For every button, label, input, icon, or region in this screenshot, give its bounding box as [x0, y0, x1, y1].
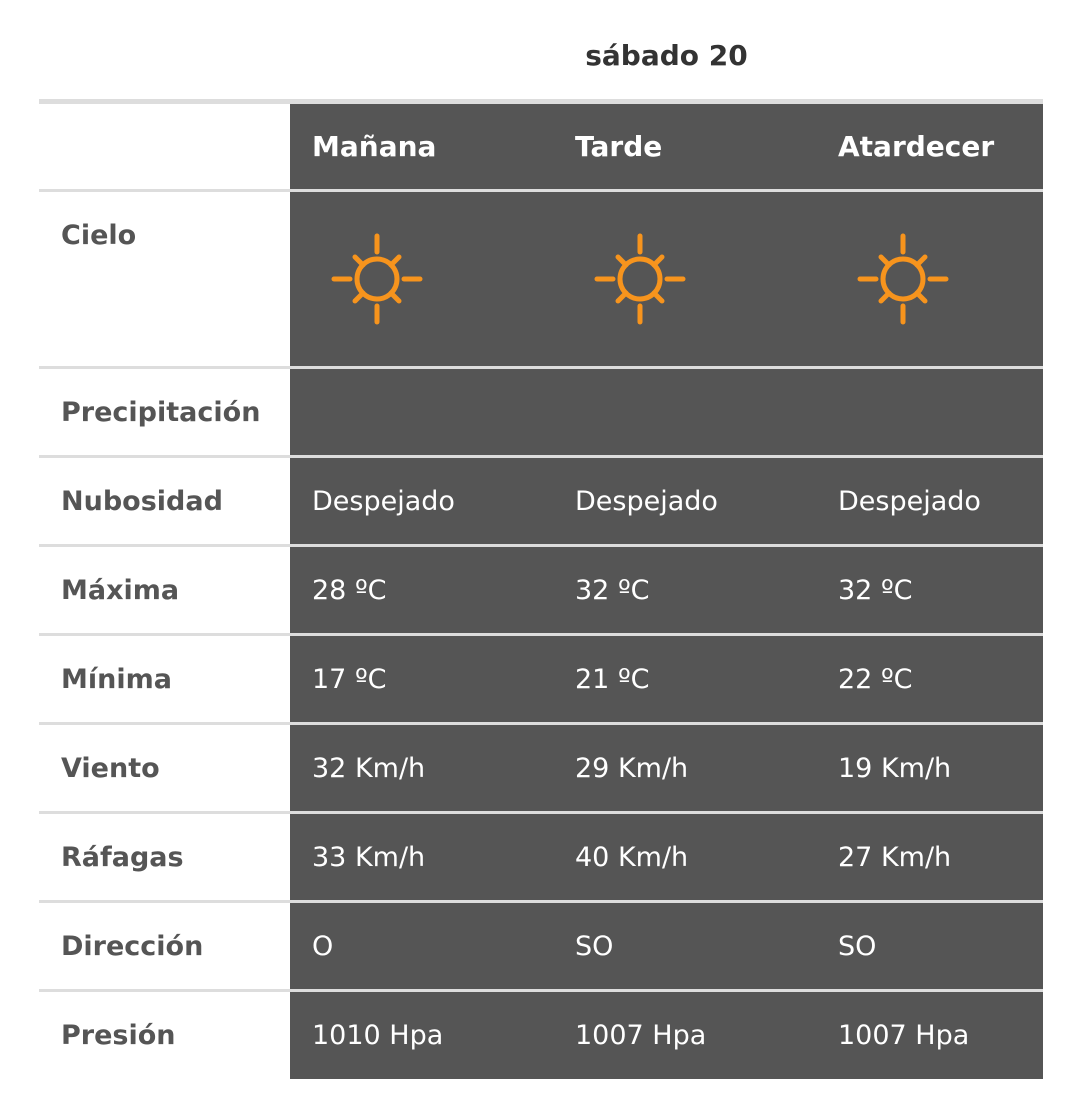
min-morning: 17 ºC: [312, 663, 387, 695]
pressure-row: [39, 992, 1043, 1079]
gusts-evening: 27 Km/h: [838, 841, 952, 873]
direction-row: [39, 903, 1043, 992]
pressure-afternoon: 1007 Hpa: [575, 1020, 707, 1051]
sky-evening: [816, 192, 1043, 366]
period-morning: Mañana: [312, 130, 437, 163]
gusts-label: Ráfagas: [39, 814, 290, 900]
wind-label: Viento: [39, 725, 290, 811]
direction-afternoon: SO: [575, 930, 614, 962]
forecast-table: [39, 104, 1043, 1079]
max-label: Máxima: [39, 547, 290, 633]
header-row: [39, 104, 1043, 192]
sky-morning: [290, 192, 553, 366]
cloudiness-morning: Despejado: [312, 485, 455, 517]
wind-afternoon: 29 Km/h: [575, 752, 689, 784]
max-row: [39, 547, 1043, 636]
sky-label: Cielo: [39, 192, 290, 366]
max-afternoon: 32 ºC: [575, 574, 650, 606]
min-label: Mínima: [39, 636, 290, 722]
cloudiness-row: [39, 458, 1043, 547]
min-row: [39, 636, 1043, 725]
gusts-row: [39, 814, 1043, 903]
direction-evening: SO: [838, 930, 877, 962]
precipitation-label: Precipitación: [39, 369, 290, 455]
sun-icon: [330, 232, 424, 326]
max-morning: 28 ºC: [312, 574, 387, 606]
min-evening: 22 ºC: [838, 663, 913, 695]
wind-row: [39, 725, 1043, 814]
cloudiness-evening: Despejado: [838, 485, 981, 517]
cloudiness-afternoon: Despejado: [575, 485, 718, 517]
max-evening: 32 ºC: [838, 574, 913, 606]
wind-evening: 19 Km/h: [838, 752, 952, 784]
header-empty-cell: [39, 104, 290, 189]
direction-label: Dirección: [39, 903, 290, 989]
sky-afternoon: [553, 192, 816, 366]
cloudiness-label: Nubosidad: [39, 458, 290, 544]
sky-row: [39, 192, 1043, 369]
gusts-afternoon: 40 Km/h: [575, 841, 689, 873]
precipitation-row: [39, 369, 1043, 458]
pressure-label: Presión: [39, 992, 290, 1079]
pressure-evening: 1007 Hpa: [838, 1020, 970, 1051]
precipitation-values: [290, 369, 1043, 455]
direction-morning: O: [312, 930, 334, 962]
pressure-morning: 1010 Hpa: [312, 1020, 444, 1051]
day-title: sábado 20: [585, 39, 748, 72]
period-afternoon: Tarde: [575, 130, 663, 163]
gusts-morning: 33 Km/h: [312, 841, 426, 873]
sun-icon: [856, 232, 950, 326]
wind-morning: 32 Km/h: [312, 752, 426, 784]
min-afternoon: 21 ºC: [575, 663, 650, 695]
sun-icon: [593, 232, 687, 326]
period-evening: Atardecer: [838, 130, 995, 163]
